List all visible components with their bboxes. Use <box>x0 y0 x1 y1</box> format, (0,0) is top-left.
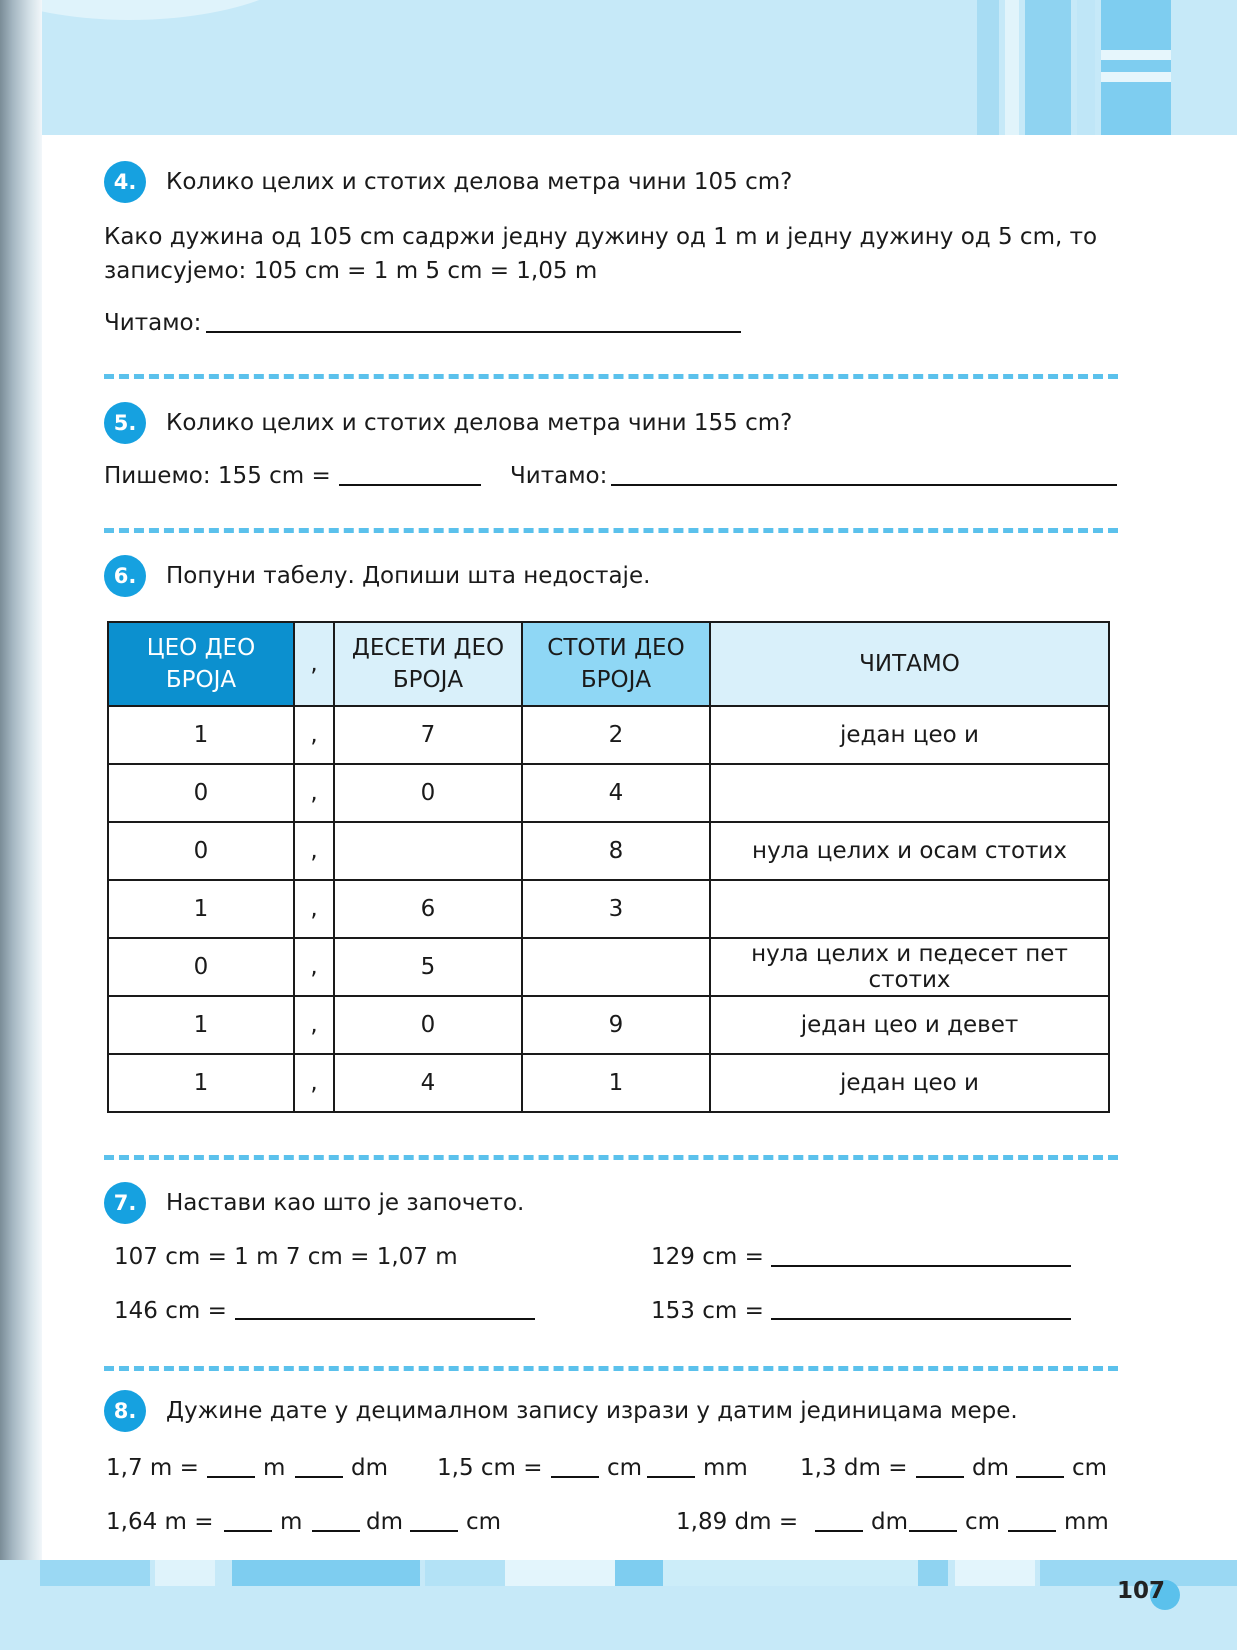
task-8-b-blank-2[interactable] <box>647 1476 695 1478</box>
task-7-blank-3[interactable] <box>771 1318 1071 1320</box>
cell-hundredths: 8 <box>522 822 710 880</box>
task-5 <box>104 402 792 444</box>
cell-whole: 0 <box>108 822 294 880</box>
task-5-read-blank[interactable] <box>611 484 1117 486</box>
cell-tenths: 0 <box>334 996 522 1054</box>
page-number: 107 <box>1116 1578 1165 1604</box>
task-8-d-blank-1[interactable] <box>224 1530 272 1532</box>
task-4-explanation-1: Како дужина од 105 cm садржи једну дужину од 1 m и једну дужину од 5 cm, то <box>104 224 1098 250</box>
binding-shadow <box>0 0 42 1650</box>
task-8-b-unit-2: mm <box>703 1455 748 1481</box>
task-8-b-left: 1,5 cm = <box>437 1455 543 1481</box>
cell-comma: , <box>294 822 334 880</box>
cell-hundredths: 1 <box>522 1054 710 1112</box>
table-row <box>108 880 1109 938</box>
cell-read[interactable]: један цео и <box>710 706 1109 764</box>
table-row <box>108 822 1109 880</box>
task-5-write-label: Пишемо: 155 cm = <box>104 463 331 489</box>
task-4-read-blank[interactable] <box>206 331 741 333</box>
task-8-e-unit-1: dm <box>871 1509 909 1535</box>
cell-comma: , <box>294 764 334 822</box>
task-number-badge: 8. <box>104 1390 146 1432</box>
task-8-a-left: 1,7 m = <box>106 1455 199 1481</box>
task-7-blank-2[interactable] <box>235 1318 535 1320</box>
task-8-a-unit-2: dm <box>351 1455 389 1481</box>
task-5-read-label: Читамо: <box>510 463 608 489</box>
task-4 <box>104 161 792 203</box>
task-number-badge: 5. <box>104 402 146 444</box>
cell-tenths: 4 <box>334 1054 522 1112</box>
task-8-b-blank-1[interactable] <box>551 1476 599 1478</box>
separator <box>104 1366 1118 1371</box>
cell-hundredths: 9 <box>522 996 710 1054</box>
header-comma: , <box>294 622 334 706</box>
cell-tenths[interactable] <box>334 822 522 880</box>
cell-hundredths[interactable] <box>522 938 710 996</box>
table-row <box>108 764 1109 822</box>
cell-tenths: 5 <box>334 938 522 996</box>
table-header-row <box>108 622 1109 706</box>
cell-read: нула целих и педесет пет стотих <box>710 938 1109 996</box>
task-8-e-blank-1[interactable] <box>815 1530 863 1532</box>
table-row <box>108 938 1109 996</box>
task-4-read-label: Читамо: <box>104 310 202 336</box>
cell-whole: 0 <box>108 764 294 822</box>
cell-whole: 1 <box>108 706 294 764</box>
task-question: Колико целих и стотих делова метра чини 155 cm? <box>166 410 793 436</box>
task-8-d-unit-3: cm <box>466 1509 502 1535</box>
header-hundredths: СТОТИ ДЕО БРОЈА <box>522 622 710 706</box>
cell-comma: , <box>294 1054 334 1112</box>
task-8-c-left: 1,3 dm = <box>800 1455 908 1481</box>
cell-hundredths: 4 <box>522 764 710 822</box>
task-8-c-unit-2: cm <box>1072 1455 1108 1481</box>
task-question: Дужине дате у децималном запису изрази у датим јединицама мере. <box>166 1398 1018 1424</box>
task-7-example: 107 cm = 1 m 7 cm = 1,07 m <box>114 1244 458 1270</box>
cell-whole: 1 <box>108 880 294 938</box>
task-7-item-3: 153 cm = <box>651 1298 764 1324</box>
task-5-write-blank[interactable] <box>339 484 481 486</box>
header-read: ЧИТАМО <box>710 622 1109 706</box>
cell-tenths: 0 <box>334 764 522 822</box>
separator <box>104 1155 1118 1160</box>
cell-comma: , <box>294 938 334 996</box>
task-question: Настави као што је започето. <box>166 1190 525 1216</box>
task-8-c-blank-2[interactable] <box>1016 1476 1064 1478</box>
decimal-table <box>107 621 1110 1113</box>
header-whole: ЦЕО ДЕО БРОЈА <box>108 622 294 706</box>
task-7-blank-1[interactable] <box>771 1265 1071 1267</box>
task-7 <box>104 1182 524 1224</box>
separator <box>104 374 1118 379</box>
task-number-badge: 4. <box>104 161 146 203</box>
cell-whole: 1 <box>108 996 294 1054</box>
task-8-a-blank-1[interactable] <box>207 1476 255 1478</box>
cell-tenths: 7 <box>334 706 522 764</box>
task-8-e-left: 1,89 dm = <box>676 1509 799 1535</box>
cell-hundredths: 3 <box>522 880 710 938</box>
cell-whole: 0 <box>108 938 294 996</box>
task-8-d-unit-1: m <box>280 1509 303 1535</box>
cell-whole: 1 <box>108 1054 294 1112</box>
task-8-a-unit-1: m <box>263 1455 286 1481</box>
cell-read[interactable]: један цео и <box>710 1054 1109 1112</box>
task-8-d-unit-2: dm <box>366 1509 404 1535</box>
separator <box>104 528 1118 533</box>
task-number-badge: 7. <box>104 1182 146 1224</box>
task-8-e-unit-2: cm <box>965 1509 1001 1535</box>
table-row <box>108 996 1109 1054</box>
task-8-a-blank-2[interactable] <box>295 1476 343 1478</box>
task-8 <box>104 1390 1018 1432</box>
cell-comma: , <box>294 706 334 764</box>
task-question: Колико целих и стотих делова метра чини 105 cm? <box>166 169 793 195</box>
top-decor-stripes <box>977 0 1237 135</box>
task-8-e-blank-3[interactable] <box>1008 1530 1056 1532</box>
cell-read[interactable]: један цео и девет <box>710 996 1109 1054</box>
cell-read[interactable] <box>710 764 1109 822</box>
task-8-d-left: 1,64 m = <box>106 1509 214 1535</box>
table-row <box>108 1054 1109 1112</box>
cell-read[interactable] <box>710 880 1109 938</box>
cell-comma: , <box>294 880 334 938</box>
task-7-item-2: 146 cm = <box>114 1298 227 1324</box>
task-number-badge: 6. <box>104 555 146 597</box>
cell-read: нула целих и осам стотих <box>710 822 1109 880</box>
task-8-b-unit-1: cm <box>607 1455 643 1481</box>
cell-tenths: 6 <box>334 880 522 938</box>
task-8-c-blank-1[interactable] <box>916 1476 964 1478</box>
task-8-d-blank-2[interactable] <box>312 1530 360 1532</box>
task-8-c-unit-1: dm <box>972 1455 1010 1481</box>
bottom-decor-stripes <box>0 1560 1237 1586</box>
task-question: Попуни табелу. Допиши шта недостаје. <box>166 563 651 589</box>
task-6 <box>104 555 650 597</box>
cell-hundredths: 2 <box>522 706 710 764</box>
task-8-d-blank-3[interactable] <box>410 1530 458 1532</box>
task-4-explanation-2: записујемо: 105 cm = 1 m 5 cm = 1,05 m <box>104 258 598 284</box>
cell-comma: , <box>294 996 334 1054</box>
task-7-item-1: 129 cm = <box>651 1244 764 1270</box>
header-tenths: ДЕСЕТИ ДЕО БРОЈА <box>334 622 522 706</box>
table-row <box>108 706 1109 764</box>
task-8-e-unit-3: mm <box>1064 1509 1109 1535</box>
task-8-e-blank-2[interactable] <box>909 1530 957 1532</box>
